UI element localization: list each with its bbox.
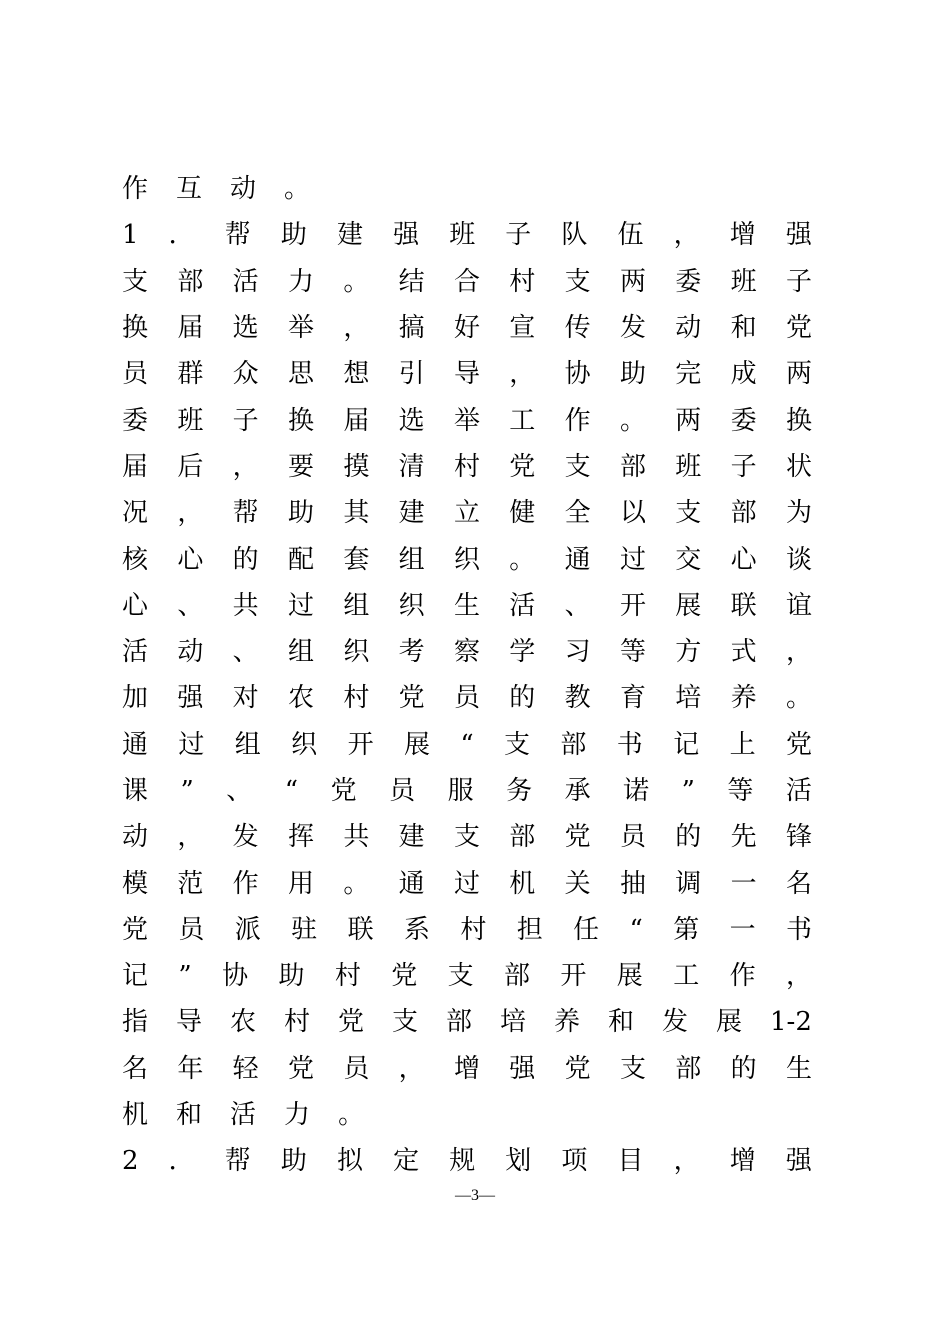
text-char: ” [681, 776, 695, 806]
text-char: ， [398, 1053, 425, 1084]
text-char: 套 [343, 544, 370, 575]
text-char: 派 [234, 914, 261, 945]
text-line [122, 768, 812, 814]
text-char: 活 [509, 590, 536, 621]
text-char: 作 [729, 961, 756, 992]
text-char: 、 [232, 637, 259, 668]
text-line [122, 722, 812, 768]
text-char: 党 [564, 1053, 591, 1084]
text-char: 健 [509, 498, 536, 529]
text-char: 开 [619, 590, 646, 621]
text-char: 力 [284, 1100, 311, 1131]
text-char: 换 [785, 405, 812, 436]
text-char: 年 [177, 1053, 204, 1084]
text-char: 察 [453, 637, 480, 668]
text-char: 拟 [336, 1146, 363, 1177]
text-char: 、 [177, 590, 204, 621]
text-char: 两 [619, 266, 646, 297]
text-char: 交 [675, 544, 702, 575]
text-char: 生 [453, 590, 480, 621]
text-char: ， [785, 637, 812, 668]
text-char: 宣 [509, 313, 536, 344]
text-char: 1-2 [770, 1007, 812, 1038]
text-char: 联 [347, 914, 374, 945]
text-char: 划 [505, 1146, 532, 1177]
text-line [122, 166, 812, 212]
text-line [122, 907, 812, 953]
text-char: 引 [398, 359, 425, 390]
text-line [122, 814, 812, 860]
text-char: 培 [500, 1007, 527, 1038]
text-char: “ [629, 914, 643, 945]
text-char: 学 [509, 637, 536, 668]
text-char: 联 [730, 590, 757, 621]
text-char: 村 [284, 1007, 311, 1038]
text-char: 过 [453, 868, 480, 899]
text-char: 谈 [785, 544, 812, 575]
text-char: 。 [785, 683, 812, 714]
text-char: 关 [564, 868, 591, 899]
text-char: 班 [730, 266, 757, 297]
text-char: 织 [291, 729, 318, 760]
text-char: 通 [398, 868, 425, 899]
text-char: 、 [226, 776, 253, 806]
text-char: 记 [122, 961, 149, 992]
text-char: 记 [673, 729, 700, 760]
text-char: 班 [675, 451, 702, 482]
text-char: 发 [232, 822, 259, 853]
text-char: 、 [564, 590, 591, 621]
text-char: 换 [287, 405, 314, 436]
text-char: 加 [122, 683, 149, 714]
text-char: 支 [453, 822, 480, 853]
text-char: 动 [177, 637, 204, 668]
text-char: 支 [122, 266, 149, 297]
text-char: 机 [509, 868, 536, 899]
text-char: 支 [392, 1007, 419, 1038]
text-char: 育 [619, 683, 646, 714]
text-char: 状 [785, 451, 812, 482]
text-char: 对 [232, 683, 259, 714]
text-char: 委 [730, 405, 757, 436]
text-char: 心 [177, 544, 204, 575]
text-char: ” [180, 776, 194, 806]
text-char: 养 [554, 1007, 581, 1038]
text-char: 模 [122, 868, 149, 899]
text-char: 等 [727, 776, 754, 806]
text-char: 的 [730, 1053, 757, 1084]
text-char: 动 [122, 822, 149, 853]
text-char: ， [177, 822, 204, 853]
text-char: 导 [176, 1007, 203, 1038]
text-char: 定 [393, 1146, 420, 1177]
text-line [122, 1046, 812, 1092]
text-char: 帮 [224, 220, 251, 251]
text-char: 名 [122, 1053, 149, 1084]
text-char: 作 [122, 174, 149, 205]
text-char: 协 [564, 359, 591, 390]
text-char: 班 [177, 405, 204, 436]
text-char: “ [460, 729, 474, 760]
text-char: 2 [122, 1146, 139, 1177]
text-char: 农 [287, 683, 314, 714]
text-char: 子 [785, 266, 812, 297]
text-char: 心 [730, 544, 757, 575]
text-char: 员 [389, 776, 416, 806]
text-char: ， [232, 451, 259, 482]
text-char: 强 [785, 220, 812, 251]
text-char: 选 [232, 313, 259, 344]
text-char: ， [673, 1146, 700, 1177]
text-char: 员 [122, 359, 149, 390]
text-char: 养 [730, 683, 757, 714]
text-char: 活 [232, 266, 259, 297]
text-char: 项 [561, 1146, 588, 1177]
text-char: ． [168, 1146, 195, 1177]
text-char: 挥 [287, 822, 314, 853]
text-char: 组 [287, 637, 314, 668]
text-char: 两 [785, 359, 812, 390]
body-text [122, 166, 812, 1185]
text-char: 建 [398, 498, 425, 529]
text-char: 通 [564, 544, 591, 575]
text-line [122, 397, 812, 443]
text-char: 。 [343, 868, 370, 899]
text-char: 抽 [619, 868, 646, 899]
text-line [122, 212, 812, 258]
text-char: 支 [447, 961, 474, 992]
text-char: 强 [177, 683, 204, 714]
text-char: 增 [729, 220, 756, 251]
text-line [122, 999, 812, 1045]
text-char: 和 [176, 1100, 203, 1131]
text-line [122, 1092, 812, 1138]
text-char: 众 [232, 359, 259, 390]
text-char: 党 [330, 776, 357, 806]
text-char: 工 [673, 961, 700, 992]
text-char: 务 [506, 776, 533, 806]
text-char: 的 [232, 544, 259, 575]
text-char: 织 [398, 590, 425, 621]
text-char: 换 [122, 313, 149, 344]
text-char: 和 [608, 1007, 635, 1038]
text-char: 组 [234, 729, 261, 760]
text-char: 培 [675, 683, 702, 714]
text-char: 支 [564, 266, 591, 297]
text-char: 发 [662, 1007, 689, 1038]
text-char: 况 [122, 498, 149, 529]
text-char: 党 [564, 822, 591, 853]
text-line [122, 860, 812, 906]
text-char: 助 [278, 961, 305, 992]
text-char: 用 [287, 868, 314, 899]
text-char: 共 [343, 822, 370, 853]
text-line [122, 583, 812, 629]
text-char: 支 [675, 498, 702, 529]
text-char: 员 [453, 683, 480, 714]
text-char: 以 [619, 498, 646, 529]
text-char: 展 [403, 729, 430, 760]
text-line [122, 953, 812, 999]
text-char: “ [284, 776, 299, 806]
text-char: 考 [398, 637, 425, 668]
text-char: 选 [398, 405, 425, 436]
text-char: 书 [785, 914, 812, 945]
text-char: 活 [785, 776, 812, 806]
text-char: 强 [785, 1146, 812, 1177]
text-char: 生 [785, 1053, 812, 1084]
text-char: 为 [785, 498, 812, 529]
text-char: 1 [122, 220, 139, 251]
text-char: ， [673, 220, 700, 251]
text-char: 党 [338, 1007, 365, 1038]
text-char: 委 [122, 405, 149, 436]
text-char: 组 [343, 590, 370, 621]
text-char: 想 [343, 359, 370, 390]
text-char: 诺 [623, 776, 650, 806]
text-line [122, 444, 812, 490]
text-char: 传 [564, 313, 591, 344]
text-char: 开 [560, 961, 587, 992]
text-char: 任 [573, 914, 600, 945]
text-char: 队 [561, 220, 588, 251]
text-char: 配 [287, 544, 314, 575]
text-char: 强 [393, 220, 420, 251]
text-char: 展 [716, 1007, 743, 1038]
text-char: 思 [287, 359, 314, 390]
text-char: ” [178, 961, 192, 992]
text-char: 助 [280, 1146, 307, 1177]
text-char: 部 [730, 498, 757, 529]
text-char: 强 [509, 1053, 536, 1084]
text-char: 和 [730, 313, 757, 344]
text-char: 帮 [232, 498, 259, 529]
text-char: ． [168, 220, 195, 251]
text-char: 部 [509, 822, 536, 853]
text-char: 指 [122, 1007, 149, 1038]
text-char: 作 [232, 868, 259, 899]
text-char: 心 [122, 590, 149, 621]
text-char: 完 [675, 359, 702, 390]
text-char: 支 [504, 729, 531, 760]
text-char: 党 [509, 451, 536, 482]
text-char: 增 [729, 1146, 756, 1177]
text-char: 调 [675, 868, 702, 899]
text-char: 工 [509, 405, 536, 436]
text-char: 建 [398, 822, 425, 853]
text-char: 合 [453, 266, 480, 297]
text-char: 。 [338, 1100, 365, 1131]
text-char: 。 [284, 174, 311, 205]
text-char: 村 [453, 451, 480, 482]
text-char: 活 [122, 637, 149, 668]
text-char: 后 [177, 451, 204, 482]
text-char: ， [177, 498, 204, 529]
text-char: 动 [230, 174, 257, 205]
text-char: 委 [675, 266, 702, 297]
text-char: 范 [177, 868, 204, 899]
text-char: 成 [730, 359, 757, 390]
text-char: 全 [564, 498, 591, 529]
text-char: 助 [280, 220, 307, 251]
text-char: 部 [504, 961, 531, 992]
text-char: 核 [122, 544, 149, 575]
text-char: 教 [564, 683, 591, 714]
text-char: 谊 [785, 590, 812, 621]
text-char: 系 [403, 914, 430, 945]
text-char: 群 [177, 359, 204, 390]
text-char: 清 [398, 451, 425, 482]
text-char: 驻 [291, 914, 318, 945]
text-char: 村 [509, 266, 536, 297]
text-char: 搞 [398, 313, 425, 344]
text-char: 党 [398, 683, 425, 714]
page-number: —3— [455, 1187, 495, 1204]
text-char: 部 [675, 1053, 702, 1084]
text-char: 员 [343, 1053, 370, 1084]
text-char: 作 [564, 405, 591, 436]
text-char: 服 [447, 776, 474, 806]
text-char: 先 [730, 822, 757, 853]
text-char: 。 [509, 544, 536, 575]
text-char: 伍 [617, 220, 644, 251]
text-char: 的 [675, 822, 702, 853]
text-char: 子 [505, 220, 532, 251]
text-char: 导 [453, 359, 480, 390]
text-char: 党 [391, 961, 418, 992]
text-char: 部 [619, 451, 646, 482]
text-char: 组 [398, 544, 425, 575]
text-char: 展 [616, 961, 643, 992]
text-char: 助 [287, 498, 314, 529]
text-char: 。 [343, 266, 370, 297]
text-char: 党 [785, 729, 812, 760]
text-char: 上 [729, 729, 756, 760]
text-char: 过 [619, 544, 646, 575]
text-char: 共 [232, 590, 259, 621]
text-char: 村 [334, 961, 361, 992]
text-char: 村 [343, 683, 370, 714]
text-char: 届 [343, 405, 370, 436]
text-char: 届 [122, 451, 149, 482]
text-char: 党 [122, 914, 149, 945]
text-char: 农 [230, 1007, 257, 1038]
text-char: ， [509, 359, 536, 390]
text-char: 书 [616, 729, 643, 760]
text-line [122, 259, 812, 305]
text-char: 协 [222, 961, 249, 992]
text-char: 展 [675, 590, 702, 621]
text-char: 等 [619, 637, 646, 668]
text-char: 承 [564, 776, 591, 806]
text-char: 活 [230, 1100, 257, 1131]
text-char: 式 [730, 637, 757, 668]
text-char: 子 [232, 405, 259, 436]
text-char: 习 [564, 637, 591, 668]
text-char: 目 [617, 1146, 644, 1177]
text-char: 届 [177, 313, 204, 344]
text-char: 其 [343, 498, 370, 529]
text-line [122, 629, 812, 675]
text-char: 班 [449, 220, 476, 251]
text-char: 举 [287, 313, 314, 344]
text-char: 织 [453, 544, 480, 575]
text-char: 过 [287, 590, 314, 621]
text-char: 帮 [224, 1146, 251, 1177]
text-line [122, 1138, 812, 1184]
text-char: 第 [673, 914, 700, 945]
text-char: 一 [729, 914, 756, 945]
text-char: ， [785, 961, 812, 992]
text-char: 好 [453, 313, 480, 344]
text-char: 力 [287, 266, 314, 297]
text-char: 通 [122, 729, 149, 760]
text-char: 子 [730, 451, 757, 482]
text-char: 开 [347, 729, 374, 760]
text-char: 党 [287, 1053, 314, 1084]
text-char: 摸 [343, 451, 370, 482]
text-char: 锋 [785, 822, 812, 853]
text-char: 规 [449, 1146, 476, 1177]
text-line [122, 351, 812, 397]
text-line [122, 675, 812, 721]
text-char: 机 [122, 1100, 149, 1131]
text-char: 建 [336, 220, 363, 251]
text-line [122, 536, 812, 582]
text-char: 名 [785, 868, 812, 899]
text-char: 的 [509, 683, 536, 714]
text-char: 课 [122, 776, 149, 806]
text-char: 举 [453, 405, 480, 436]
text-line [122, 305, 812, 351]
text-char: 部 [560, 729, 587, 760]
text-char: 部 [446, 1007, 473, 1038]
text-char: 支 [619, 1053, 646, 1084]
text-char: 员 [619, 822, 646, 853]
text-char: 结 [398, 266, 425, 297]
text-char: 方 [675, 637, 702, 668]
text-char: 要 [287, 451, 314, 482]
text-char: 担 [516, 914, 543, 945]
text-char: 一 [730, 868, 757, 899]
text-char: 部 [177, 266, 204, 297]
text-char: 织 [343, 637, 370, 668]
text-char: 。 [619, 405, 646, 436]
text-char: 党 [785, 313, 812, 344]
text-char: 过 [178, 729, 205, 760]
text-line [122, 490, 812, 536]
text-char: 员 [178, 914, 205, 945]
text-char: 支 [564, 451, 591, 482]
text-char: 助 [619, 359, 646, 390]
text-char: ， [343, 313, 370, 344]
text-char: 互 [176, 174, 203, 205]
text-char: 轻 [232, 1053, 259, 1084]
text-char: 立 [453, 498, 480, 529]
text-char: 发 [619, 313, 646, 344]
text-char: 村 [460, 914, 487, 945]
text-char: 增 [453, 1053, 480, 1084]
text-char: 动 [675, 313, 702, 344]
text-char: 两 [675, 405, 702, 436]
